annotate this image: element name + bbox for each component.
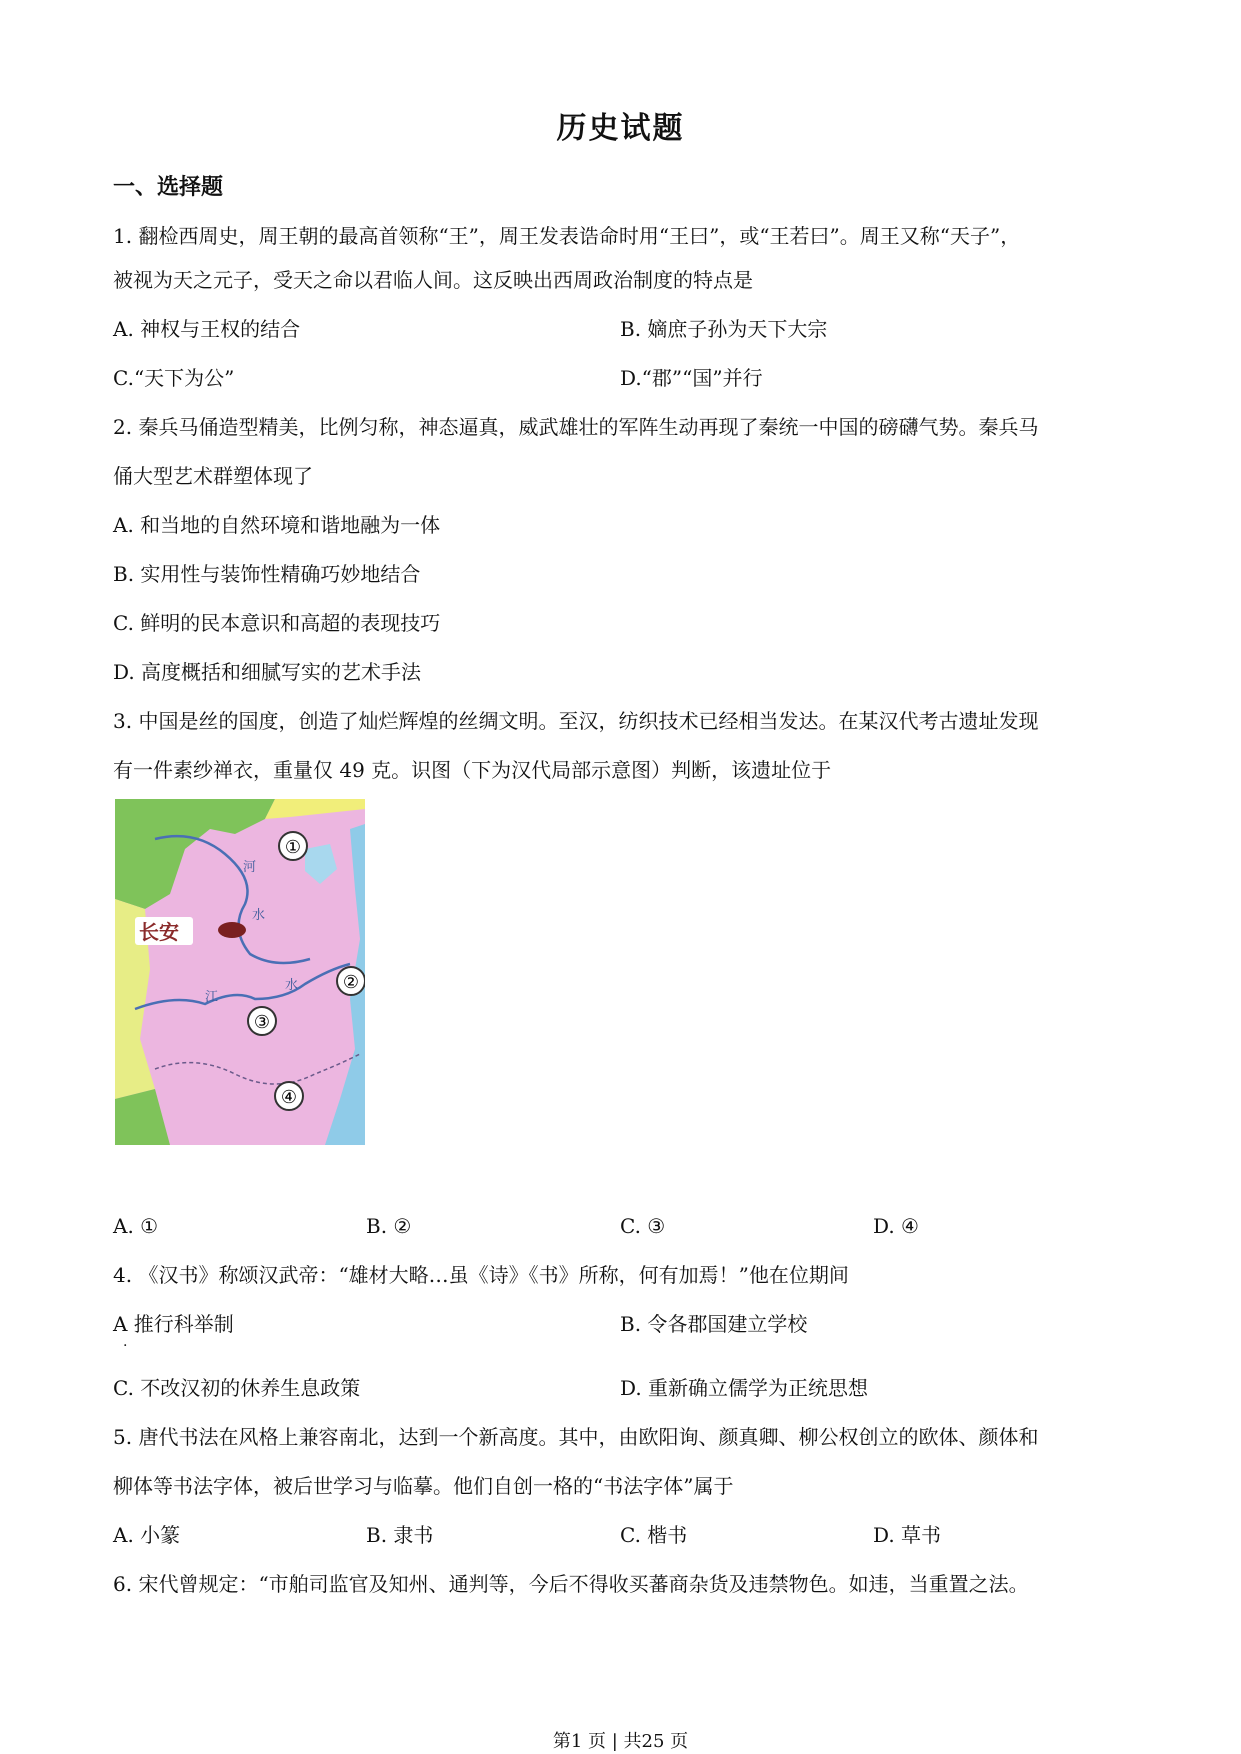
map-changan-dot [218,922,246,938]
q1-option-d[interactable]: D.“郡”“国”并行 [620,366,763,390]
q6-line-1: 6. 宋代曾规定：“市舶司监官及知州、通判等，今后不得收买蕃商杂货及违禁物色。如违，当重置之法。 [113,1572,1029,1596]
q3-option-c[interactable]: C. ③ [620,1214,666,1238]
map-marker-1 [279,832,307,860]
q5-line-1: 5. 唐代书法在风格上兼容南北，达到一个新高度。其中，由欧阳询、颜真卿、柳公权创立的欧体、颜体和 [113,1425,1039,1449]
svg-text:②: ② [342,972,360,993]
q3-line-1: 3. 中国是丝的国度，创造了灿烂辉煌的丝绸文明。至汉，纺织技术已经相当发达。在某汉代考古遗址发现 [113,709,1039,733]
q2-option-b[interactable]: B. 实用性与装饰性精确巧妙地结合 [113,562,421,586]
q4-line-1: 4. 《汉书》称颂汉武帝：“雄材大略…虽《诗》《书》所称，何有加焉！”他在位期间 [113,1263,849,1287]
page-title: 历史试题 [556,111,685,146]
q1-line-2: 被视为天之元子，受天之命以君临人间。这反映出西周政治制度的特点是 [113,268,753,292]
stray-dot: . [123,1334,128,1350]
q2-line-2: 俑大型艺术群塑体现了 [113,464,313,488]
svg-text:④: ④ [280,1087,298,1108]
map-marker-2 [337,967,365,995]
q5-option-d[interactable]: D. 草书 [873,1523,942,1547]
q3-line-2: 有一件素纱禅衣，重量仅 49 克。识图（下为汉代局部示意图）判断，该遗址位于 [113,758,832,782]
q3-option-b[interactable]: B. ② [366,1214,412,1238]
q4-option-d[interactable]: D. 重新确立儒学为正统思想 [620,1376,869,1400]
q3-option-d[interactable]: D. ④ [873,1214,919,1238]
q5-option-c[interactable]: C. 楷书 [620,1523,688,1547]
svg-text:③: ③ [253,1012,271,1033]
map-river-label-he: 河 [243,860,257,875]
q2-option-a[interactable]: A. 和当地的自然环境和谐地融为一体 [113,513,441,537]
map-river-label-jiang: 江 [205,990,219,1005]
q4-option-b[interactable]: B. 令各郡国建立学校 [620,1312,808,1336]
q2-option-c[interactable]: C. 鲜明的民本意识和高超的表现技巧 [113,611,441,635]
q4-option-a[interactable]: A 推行科举制 [113,1312,234,1336]
q5-option-a[interactable]: A. 小篆 [113,1523,181,1547]
map-changan-label: 长安 [139,920,179,944]
map-river-label-shui2: 水 [285,978,299,993]
map-marker-4 [275,1082,303,1110]
svg-text:①: ① [284,837,302,858]
q2-line-1: 2. 秦兵马俑造型精美，比例匀称，神态逼真，威武雄壮的军阵生动再现了秦统一中国的磅礴气势。秦兵马 [113,415,1039,439]
q5-option-b[interactable]: B. 隶书 [366,1523,434,1547]
page-footer: 第1 页 | 共25 页 [552,1731,689,1752]
q1-option-c[interactable]: C.“天下为公” [113,366,235,390]
q5-line-2: 柳体等书法字体，被后世学习与临摹。他们自创一格的“书法字体”属于 [113,1474,734,1498]
q3-option-a[interactable]: A. ① [113,1214,159,1238]
map-river-label-shui1: 水 [252,908,266,923]
q1-option-a[interactable]: A. 神权与王权的结合 [113,317,301,341]
section-heading: 一、选择题 [113,175,224,200]
map-marker-3 [248,1007,276,1035]
q1-line-1: 1. 翻检西周史，周王朝的最高首领称“王”，周王发表诰命时用“王曰”，或“王若曰”。周王又称“天子”， [113,224,1021,248]
q2-option-d[interactable]: D. 高度概括和细腻写实的艺术手法 [113,660,422,684]
q4-option-c[interactable]: C. 不改汉初的休养生息政策 [113,1376,361,1400]
q1-option-b[interactable]: B. 嫡庶子孙为天下大宗 [620,317,828,341]
han-dynasty-map [115,799,365,1145]
